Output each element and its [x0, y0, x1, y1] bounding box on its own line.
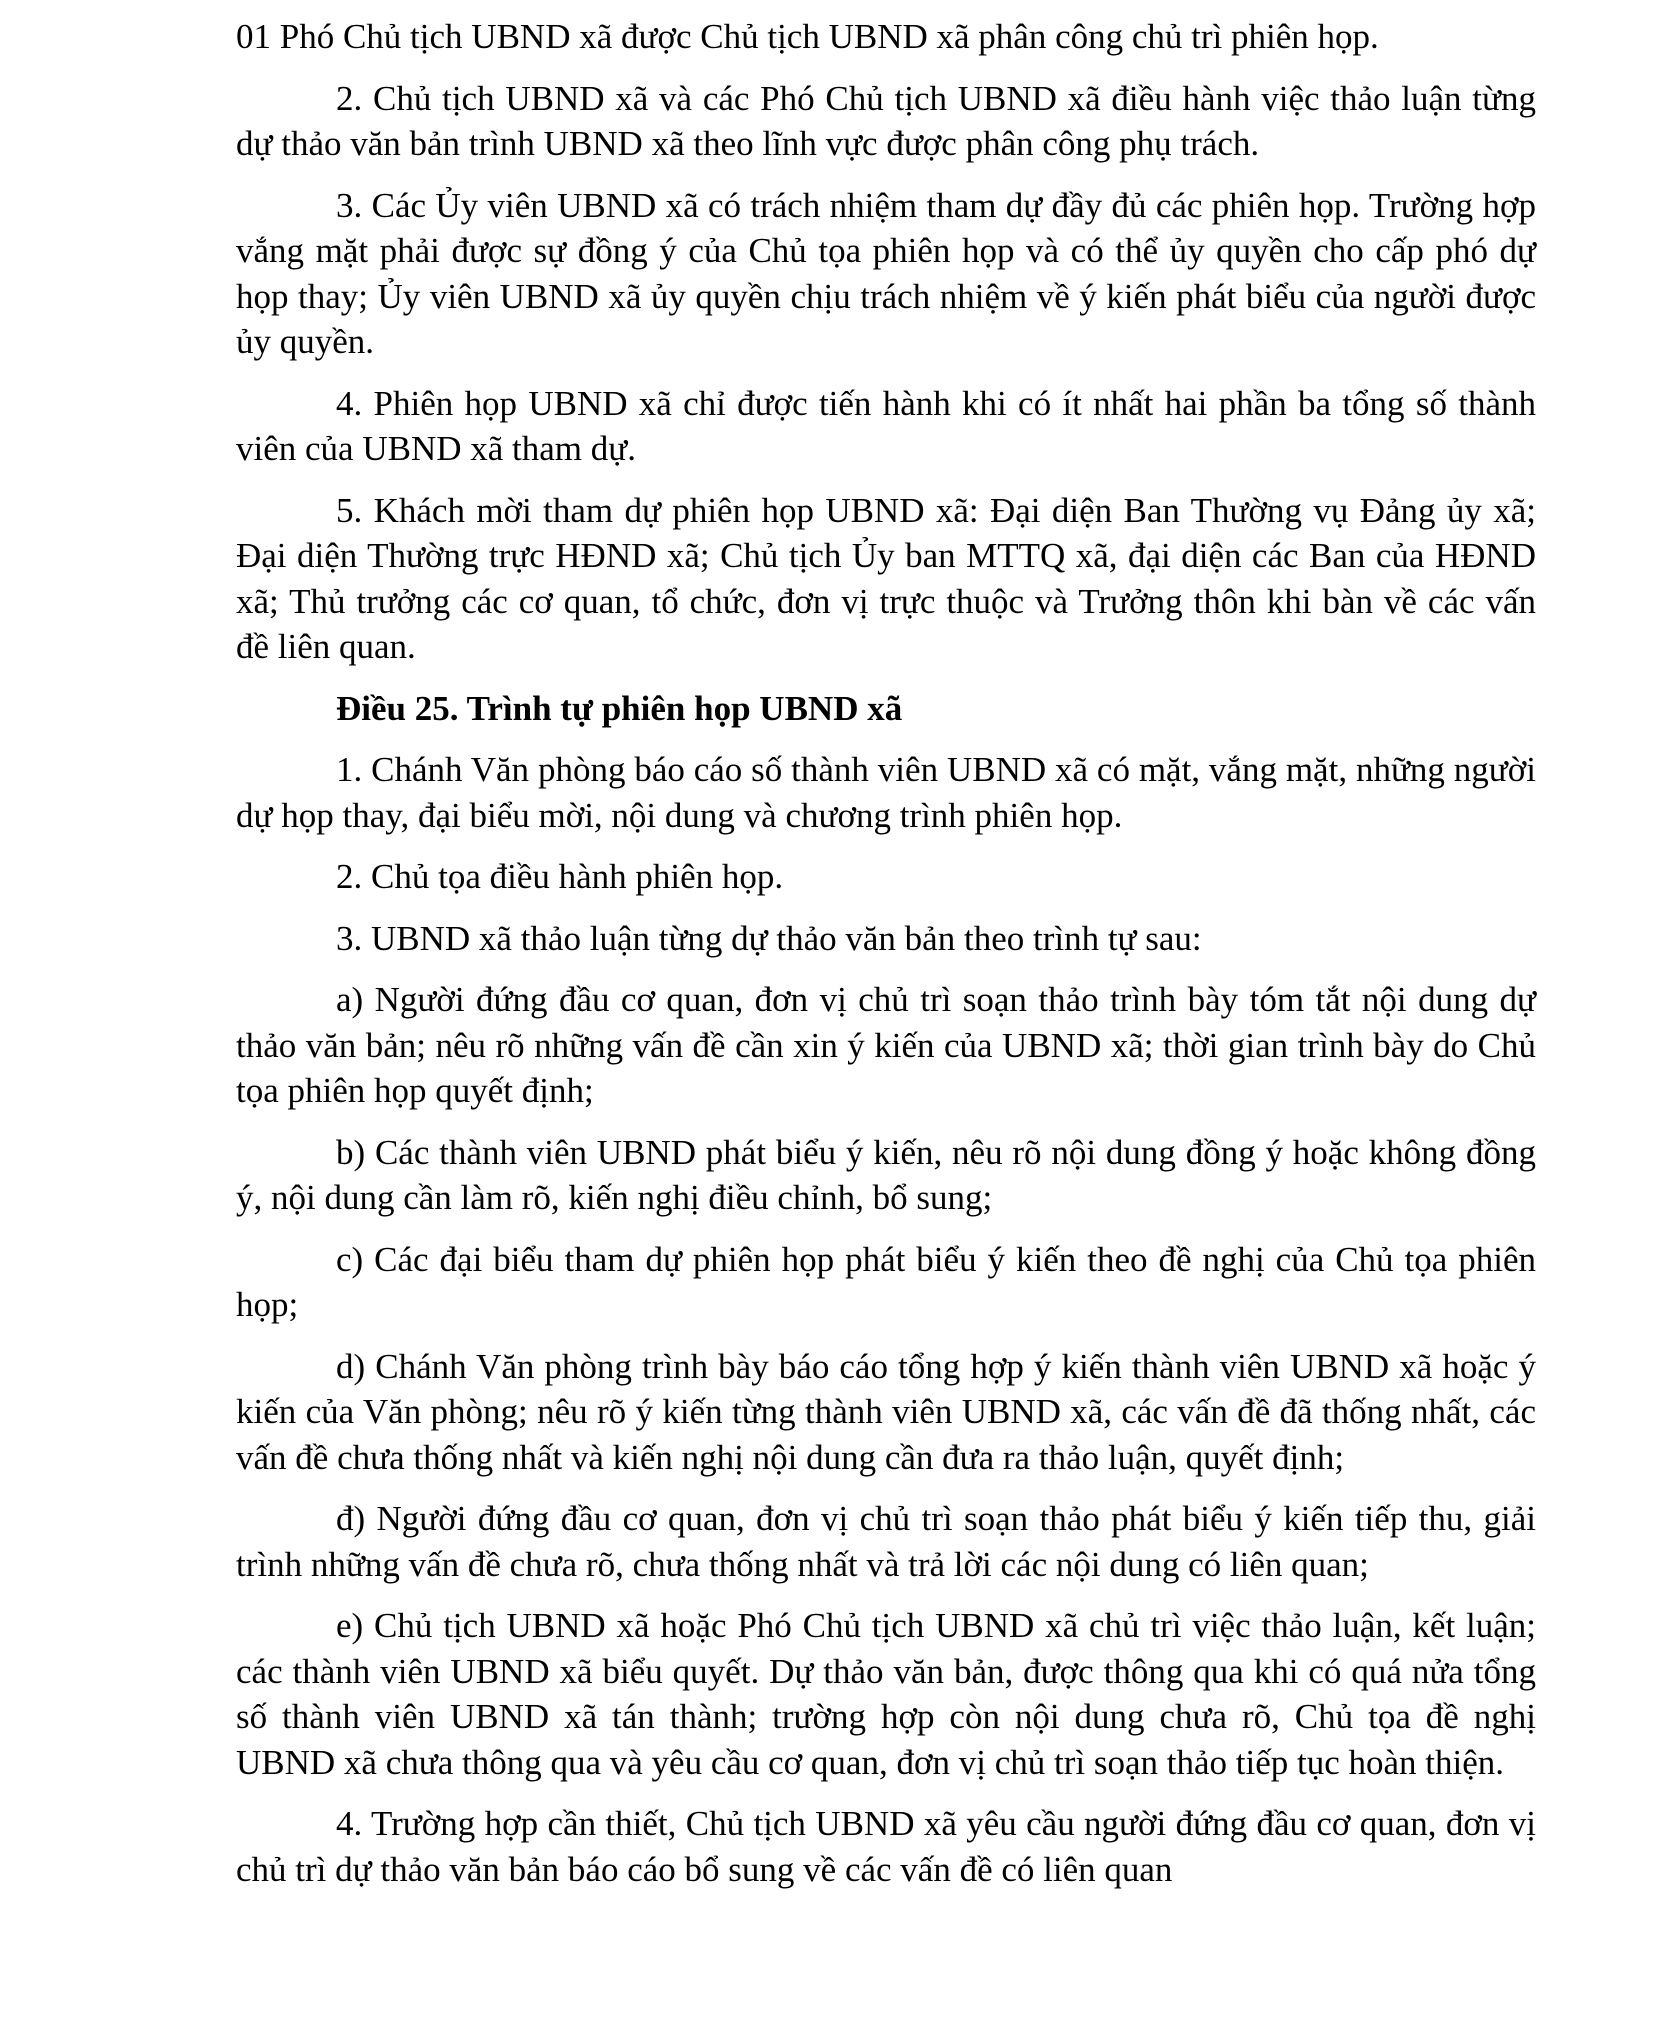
article-item-3: 3. UBND xã thảo luận từng dự thảo văn bản theo trình tự sau: [336, 918, 1202, 958]
article-subitem-a: a) Người đứng đầu cơ quan, đơn vị chủ trì soạn thảo trình bày tóm tắt nội dung dự thảo văn bản; nêu rõ những vấn đề cần xin ý kiến của UBND xã; thời gian trình bày do Chủ tọa phiên họp quyết định; [236, 980, 1536, 1110]
article-subitem-e: e) Chủ tịch UBND xã hoặc Phó Chủ tịch UBND xã chủ trì việc thảo luận, kết luận; các thành viên UBND xã biểu quyết. Dự thảo văn bản, được thông qua khi có quá nửa tổng số thành viên UBND xã tán thành; trường hợp còn nội dung chưa rõ, Chủ tọa đề nghị UBND xã chưa thông qua và yêu cầu cơ quan, đơn vị chủ trì soạn thảo tiếp tục hoàn thiện. [236, 1606, 1536, 1782]
paragraph-continuation: 01 Phó Chủ tịch UBND xã được Chủ tịch UBND xã phân công chủ trì phiên họp. [236, 17, 1379, 56]
article-item-4: 4. Trường hợp cần thiết, Chủ tịch UBND xã yêu cầu người đứng đầu cơ quan, đơn vị chủ trì dự thảo văn bản báo cáo bổ sung về các vấn đề có liên quan [236, 1804, 1536, 1889]
paragraph-item-4: 4. Phiên họp UBND xã chỉ được tiến hành khi có ít nhất hai phần ba tổng số thành viên của UBND xã tham dự. [236, 383, 1536, 468]
article-heading: Điều 25. Trình tự phiên họp UBND xã [336, 688, 903, 728]
article-subitem-c: c) Các đại biểu tham dự phiên họp phát biểu ý kiến theo đề nghị của Chủ tọa phiên họp; [236, 1239, 1536, 1324]
paragraph-item-5: 5. Khách mời tham dự phiên họp UBND xã: Đại diện Ban Thường vụ Đảng ủy xã; Đại diện Thường trực HĐND xã; Chủ tịch Ủy ban MTTQ xã, đại diện các Ban của HĐND xã; Thủ trưởng các cơ quan, tổ chức, đơn vị trực thuộc và Trưởng thôn khi bàn về các vấn đề liên quan. [236, 490, 1536, 666]
paragraph-item-3: 3. Các Ủy viên UBND xã có trách nhiệm tham dự đầy đủ các phiên họp. Trường hợp vắng mặt phải được sự đồng ý của Chủ tọa phiên họp và có thể ủy quyền cho cấp phó dự họp thay; Ủy viên UBND xã ủy quyền chịu trách nhiệm về ý kiến phát biểu của người được ủy quyền. [236, 185, 1536, 361]
document-page [236, 14, 1536, 1908]
article-subitem-b: b) Các thành viên UBND phát biểu ý kiến, nêu rõ nội dung đồng ý hoặc không đồng ý, nội dung cần làm rõ, kiến nghị điều chỉnh, bổ sung; [236, 1132, 1536, 1217]
article-item-2: 2. Chủ tọa điều hành phiên họp. [336, 857, 784, 896]
paragraph-item-2: 2. Chủ tịch UBND xã và các Phó Chủ tịch UBND xã điều hành việc thảo luận từng dự thảo văn bản trình UBND xã theo lĩnh vực được phân công phụ trách. [236, 78, 1536, 163]
article-item-1: 1. Chánh Văn phòng báo cáo số thành viên UBND xã có mặt, vắng mặt, những người dự họp thay, đại biểu mời, nội dung và chương trình phiên họp. [236, 750, 1536, 835]
article-subitem-d: d) Chánh Văn phòng trình bày báo cáo tổng hợp ý kiến thành viên UBND xã hoặc ý kiến của Văn phòng; nêu rõ ý kiến từng thành viên UBND xã, các vấn đề đã thống nhất, các vấn đề chưa thống nhất và kiến nghị nội dung cần đưa ra thảo luận, quyết định; [236, 1346, 1536, 1477]
article-subitem-dd: đ) Người đứng đầu cơ quan, đơn vị chủ trì soạn thảo phát biểu ý kiến tiếp thu, giải trình những vấn đề chưa rõ, chưa thống nhất và trả lời các nội dung có liên quan; [236, 1499, 1536, 1584]
